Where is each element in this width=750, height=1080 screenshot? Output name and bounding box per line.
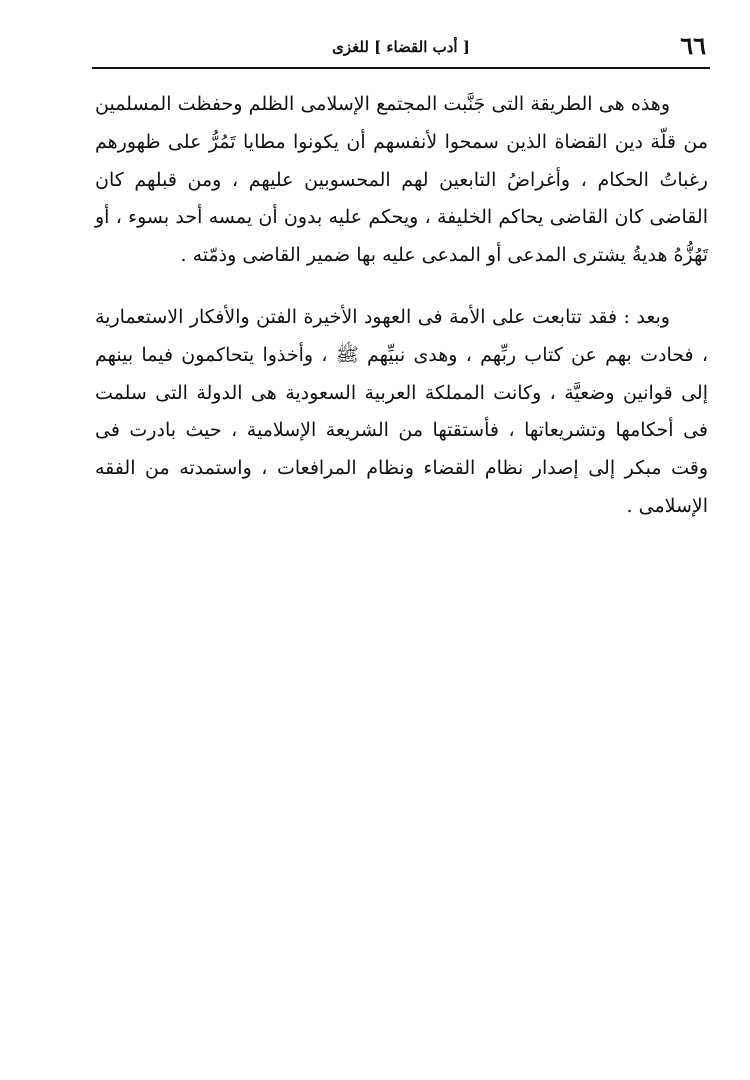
paragraph-2: وبعد : فقد تتابعت على الأمة فى العهود الأخيرة الفتن والأفكار الاستعمارية ، فحادت بهم عن كتاب ربِّهم ، وهدى نبيِّهم ﷺ ، وأخذوا يتحاكمون فيما بينهم إلى قوانين وضعيَّة ، وكانت المملكة العربية السعودية هى الدولة التى سلمت فى أحكامها وتشريعاتها ، فأستقتها من الشريعة الإسلامية ، حيث بادرت فى وقت مبكر إلى إصدار نظام القضاء ونظام المرافعات ، واستمدته من الفقه الإسلامى . [95, 305, 708, 517]
body-text [95, 86, 708, 526]
running-title: [ أدب القضاء ] للغزى [332, 38, 470, 56]
header-rule [92, 67, 710, 69]
page-header [92, 30, 710, 66]
page-number: ٦٦ [680, 31, 706, 60]
paragraph-1: وهذه هى الطريقة التى جَنَّبت المجتمع الإسلامى الظلم وحفظت المسلمين من قلّة دين القضاة الذين سمحوا لأنفسهم أن يكونوا مطايا تَمُرُّ على ظهورهم رغباتُ الحكام ، وأغراضُ التابعين لهم المحسوبين عليهم ، ومن قبلهم كان القاضى كان القاضى يحاكم الخليفة ، ويحكم عليه بدون أن يمسه أحد بسوء ، أو تَهُزُّهُ هديةُ يشترى المدعى أو المدعى عليه بها ضمير القاضى وذمّته . [95, 93, 708, 267]
